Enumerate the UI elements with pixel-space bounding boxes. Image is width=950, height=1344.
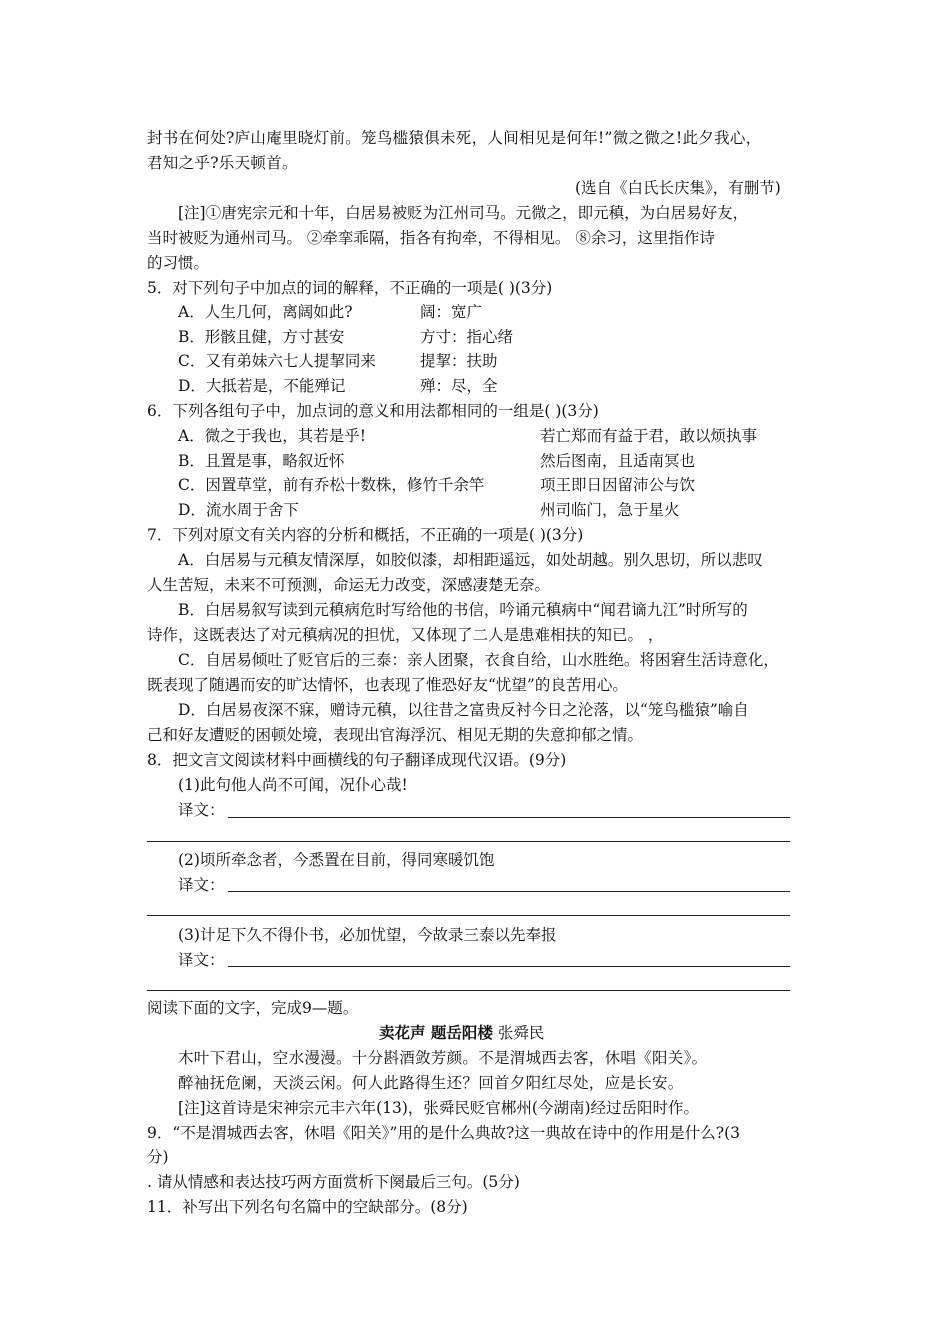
answer-line[interactable] [228,891,790,892]
poem-line-2: 醉袖抚危阑，天淡云闲。何人此路得生还？回首夕阳红尽处，应是长安。 [178,1074,684,1092]
question-8-stem: 8．把文言文阅读材料中画横线的句子翻译成现代汉语。(9分) [147,751,567,769]
poem-line-1: 木叶下君山，空水漫漫。十分斟酒敛芳颜。不是渭城西去客，休唱《阳关》。 [178,1049,708,1067]
answer-label: 译文： [178,876,225,894]
question-9: 9．“不是渭城西去客，休唱《阳关》”用的是什么典故?这一典故在诗中的作用是什么?(3 [147,1124,740,1142]
question-5-stem: 5．对下列句子中加点的词的解释，不正确的一项是( )(3分) [147,279,553,297]
q7-option-b-cont: 诗作，这既表达了对元稹病况的担忧，又体现了二人是患难相扶的知已。 ， [147,626,664,644]
passage-line: 封书在何处?庐山庵里晓灯前。笼鸟槛猿俱未死，人间相见是何年!”微之微之!此夕我心， [147,129,762,147]
q6-option-d-right: 州司临门，急于星火 [540,501,680,519]
question-7-stem: 7．下列对原文有关内容的分析和概括，不正确的一项是( )(3分) [147,526,584,544]
question-6-stem: 6．下列各组句子中，加点词的意义和用法都相同的一组是( )(3分) [147,402,599,420]
answer-line[interactable] [228,966,790,967]
poem-author: 张舜民 [492,1024,545,1042]
q5-option-b: B．形骸且健，方寸甚安 [178,328,345,346]
q7-option-b: B．白居易叙写读到元稹病危时写给他的书信，吟诵元稹病中“闻君谪九江”时所写的 [178,601,748,619]
answer-line[interactable] [147,841,790,842]
q7-option-a: A．白居易与元稹友情深厚，如胶似漆，却相距遥远，如处胡越。别久思切，所以悲叹 [178,551,763,569]
q5-gloss-d: 殚：尽，全 [420,377,498,395]
passage-source: (选自《白氏长庆集》，有删节) [575,179,781,197]
q7-option-d-cont: 己和好友遭贬的困顿处境，表现出官海浮沉、相见无期的失意抑郁之情。 [147,726,644,744]
passage-note: 的习惯。 [147,254,210,272]
q7-option-a-cont: 人生苦短，未来不可预测，命运无力改变，深感凄楚无奈。 [147,576,551,594]
poem-note: [注]这首诗是宋神宗元丰六年(13)，张舜民贬官郴州(今湖南)经过岳阳时作。 [178,1099,700,1117]
poem-title: 卖花声 题岳阳楼 [379,1023,493,1042]
q5-option-d: D．大抵若是，不能殚记 [178,377,346,395]
answer-line[interactable] [147,990,790,991]
q5-gloss-a: 阔：宽广 [420,303,483,321]
question-9-cont: 分) [147,1148,169,1166]
q6-option-a-left: A．微之于我也，其若是乎! [178,427,366,445]
q5-option-c: C．又有弟妹六七人提挈同来 [178,352,376,370]
q6-option-b-left: B．且置是事，略叙近怀 [178,452,345,470]
poem-heading [379,1023,544,1043]
q6-option-d-left: D．流水周于舍下 [178,501,299,519]
q7-option-d: D．白居易夜深不寐，赠诗元稹，以往昔之富贵反衬今日之沦落，以“笼鸟槛猿”喻自 [178,701,749,719]
q6-option-c-right: 项王即日因留沛公与饮 [540,476,696,494]
q8-sentence-1: (1)此句他人尚不可闻，况仆心哉! [178,776,408,794]
question-10: . 请从情感和表达技巧两方面赏析下阕最后三句。(5分) [147,1173,520,1191]
answer-line[interactable] [228,817,790,818]
q5-option-a: A．人生几何，离阔如此? [178,303,353,321]
q8-sentence-3: (3)计足下久不得仆书，必加忧望，今故录三泰以先奉报 [178,926,557,944]
reading-intro: 阅读下面的文字，完成9—题。 [147,999,359,1017]
q5-gloss-b: 方寸：指心绪 [420,328,514,346]
q7-option-c: C．自居易倾吐了贬官后的三泰：亲人团聚，衣食自给，山水胜绝。将困窘生活诗意化， [178,651,779,669]
passage-line: 君知之乎?乐天顿首。 [147,154,298,172]
q6-option-c-left: C．因置草堂，前有乔松十数株，修竹千余竿 [178,476,485,494]
passage-note: [注]①唐宪宗元和十年，白居易被贬为江州司马。元微之，即元稹，为白居易好友， [178,204,749,222]
q8-sentence-2: (2)顷所牵念者，今悉置在目前，得同寒暖饥饱 [178,851,495,869]
question-11: 11．补写出下列名句名篇中的空缺部分。(8分) [147,1198,468,1216]
q6-option-a-right: 若亡郑而有益于君，敢以烦执事 [540,427,758,445]
answer-label: 译文： [178,801,225,819]
q5-gloss-c: 提挈：扶助 [420,352,498,370]
q6-option-b-right: 然后图南，且适南冥也 [540,452,696,470]
answer-label: 译文： [178,951,225,969]
passage-note: 当时被贬为通州司马。 ②牵挛乖隔，指各有拘牵，不得相见。 ⑧余习，这里指作诗 [147,229,715,247]
answer-line[interactable] [147,915,790,916]
q7-option-c-cont: 既表现了随遇而安的旷达情怀，也表现了惟恐好友“忧望”的良苦用心。 [147,676,628,694]
